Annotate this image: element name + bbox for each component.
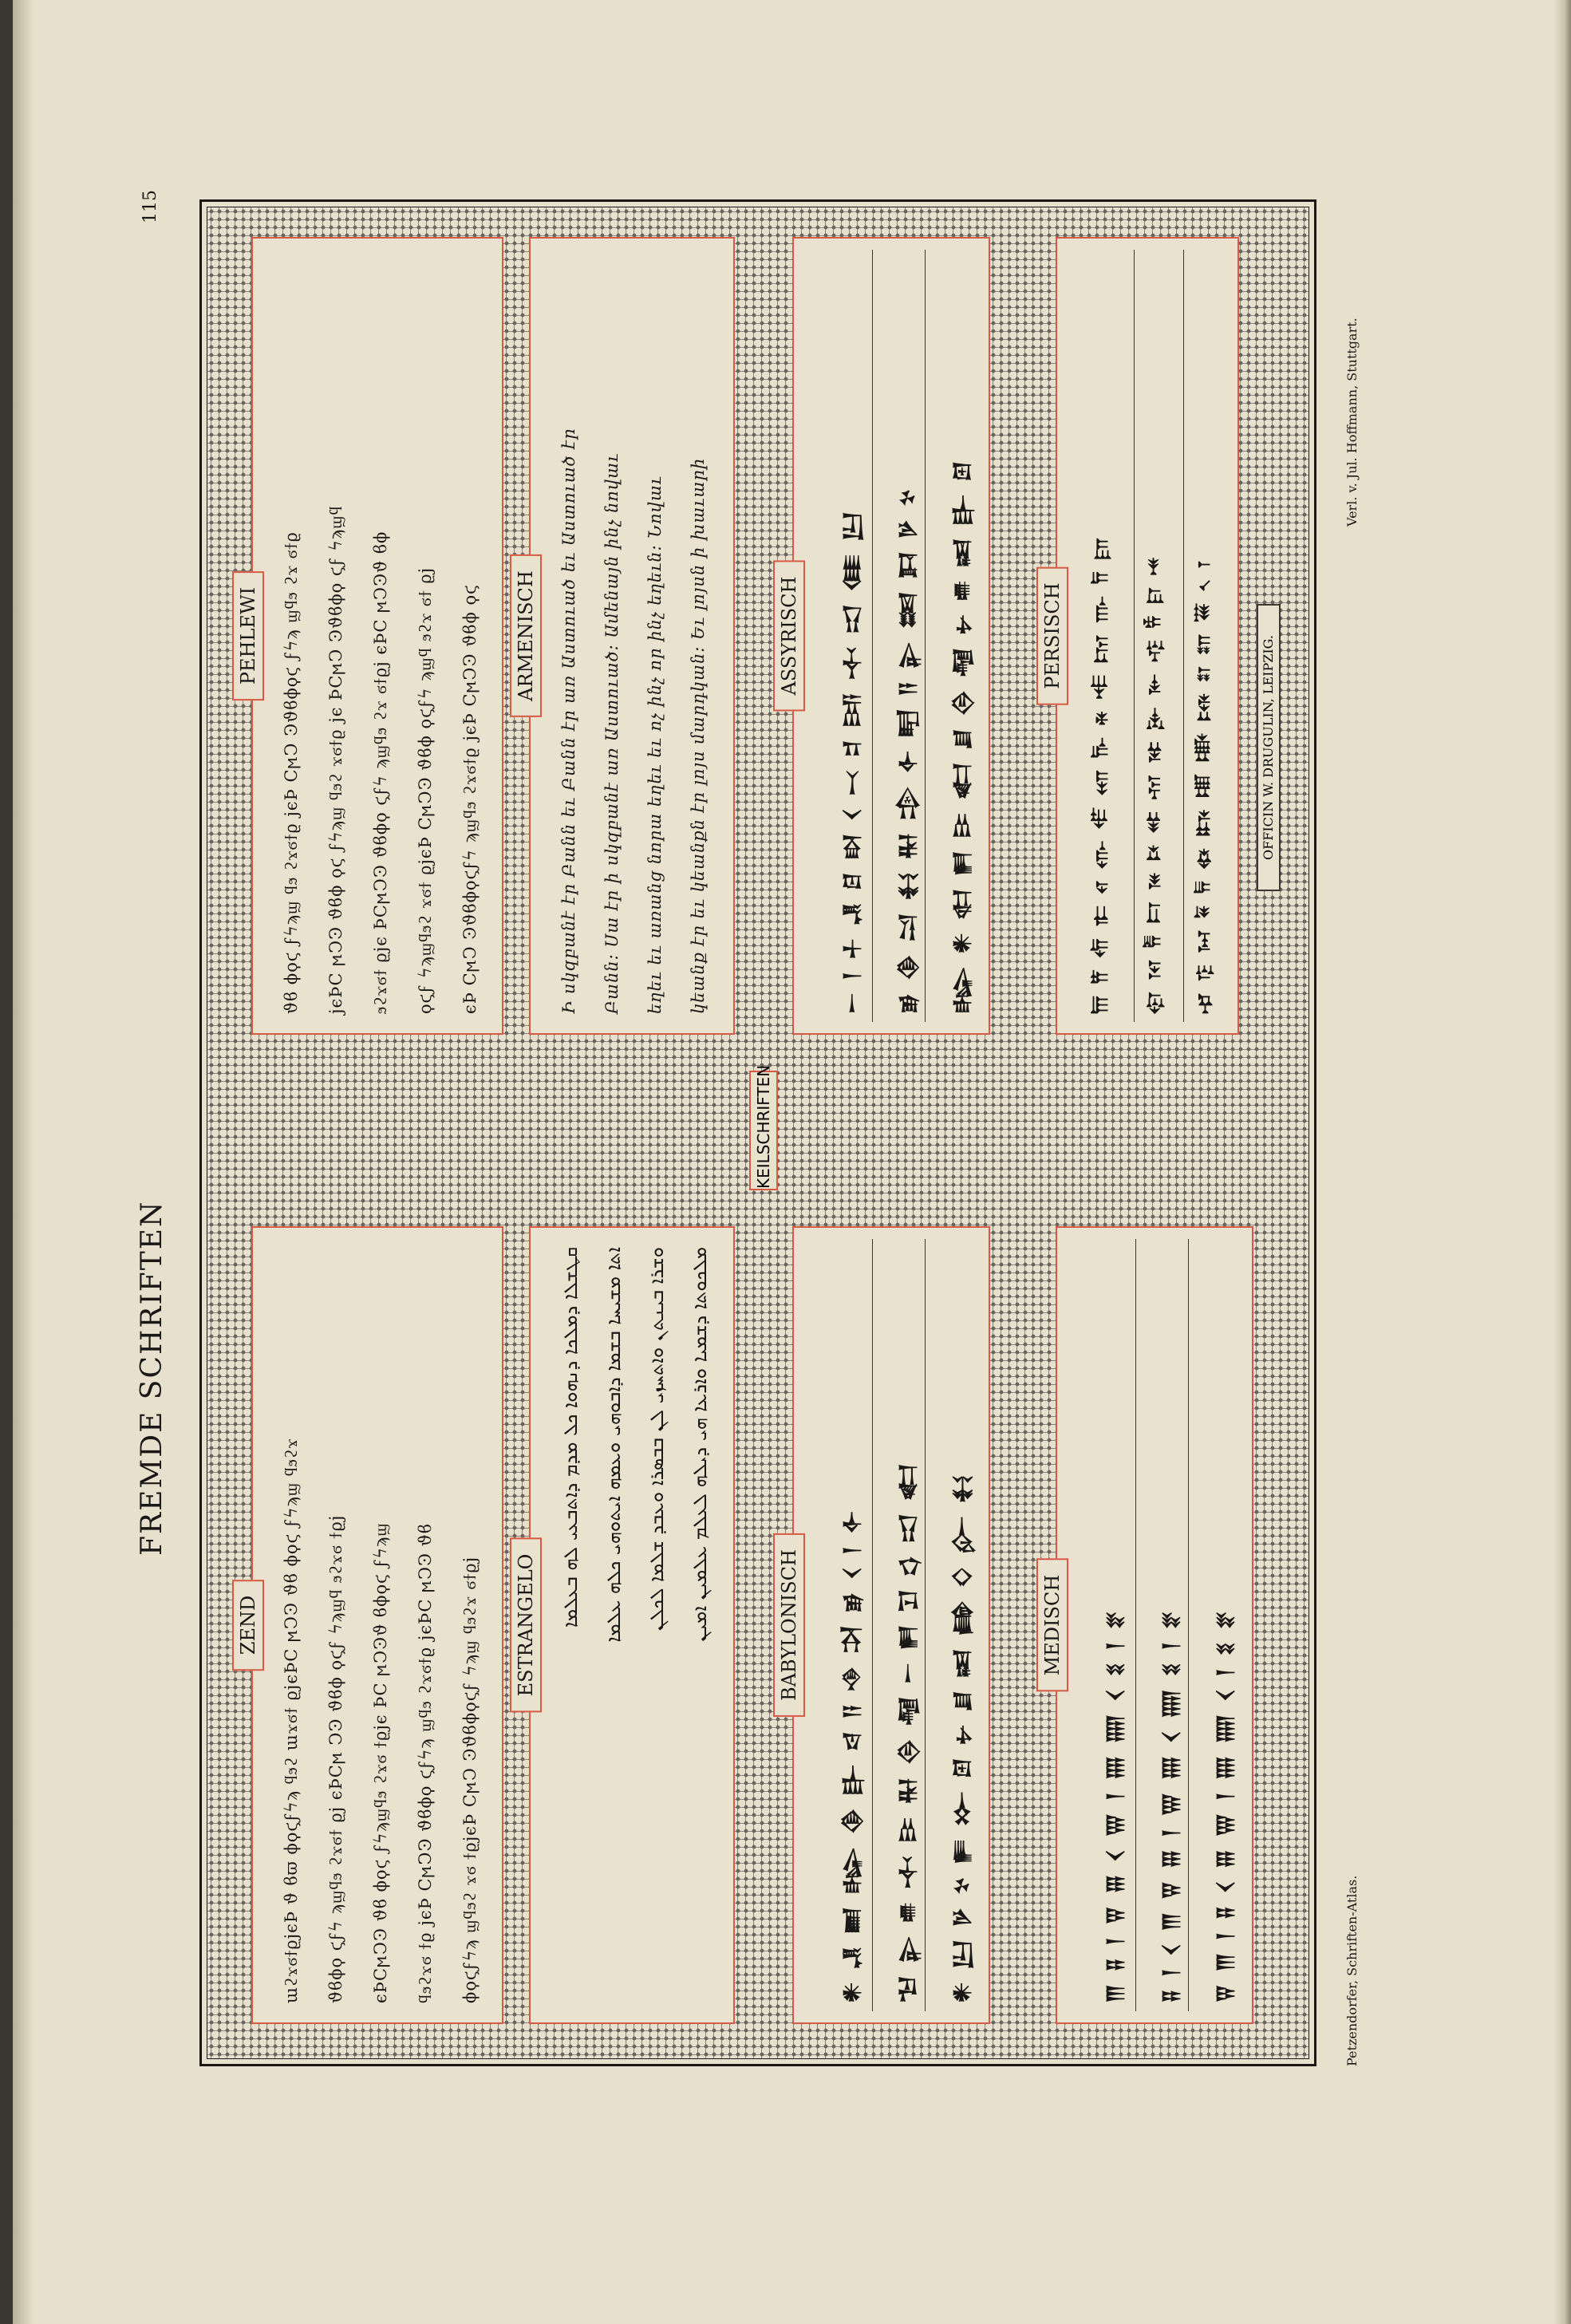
script-line: ϵϷ ϹϻϽ Ͽϑϐϕϙϛϝϟ ϡϣϥϧ ϩϫϭϯϱ ϳϵϷ ϹϻϽϿ ϑϐϕ ϙϛ: [460, 584, 480, 1014]
footer-left: Petzendorfer, Schriften-Atlas.: [1344, 1875, 1360, 2066]
script-line: ܘܫܪܐ ܒܝܢܬܢ ܘܐܬܚܙܝ ܠܢ ܒܒܣܪܐ ܘܥܒܕ ܫܠܡܐ ܠܟܠܢ: [645, 1247, 668, 1632]
script-line: 𒐊 𒐈 𒁹 𒐉 𒌋 𒐋 𒐌 𒁹 𒐍 𒐎 𒌋 𒁹 𒐏 𒐐: [1214, 1608, 1237, 2003]
script-line: 𐎯 𐎰 𐎱 𐎲 𐎳 𐎴 𐎵 𐎶 𐎷 𐎸 𐎹 𐎺 𐎻 𐎼 𐎽: [1142, 554, 1166, 1014]
script-line: 𒀭 𒌨 𒃻 𒆳 𒊓 𒁍 𒇻 𒉡 𒋗 𒀜 𒂵 𒄭 𒅎 𒈬: [950, 1472, 974, 2003]
script-line: 𒐉 𒁹 𒌋 𒐈 𒐊 𒐋 𒁹 𒐌 𒐍 𒌋 𒐎 𒐏 𒁹 𒐐: [1159, 1608, 1183, 2003]
script-line: Բանն։ Սա էր ի սկզբանէ առ Աստուած։ Ամենայն ինչ նովաւ: [602, 452, 622, 1014]
panel-estrangelo: [515, 1226, 735, 2024]
script-line: 𒂊 𒆠 𒁺 𒈬 𒊑 𒄠 𒅆 𒋃 𒀀 𒉌 𒌅 𒁕 𒃻 𒆳: [896, 486, 920, 1014]
panel-persisch: [1041, 237, 1239, 1035]
panel-armenisch: [515, 237, 735, 1035]
script-line: 𐎾 𐎿 𐏀 𐏁 𐏂 𐏃 𐏈 𐏉 𐏊 𐏋 𐏌 𐏍 𐏏 𐏐 𐏑: [1191, 558, 1215, 1014]
script-line: 𒈗 𒀭 𒊕 𒂍 𒄿 𒅗 𒋗 𒁲 𒆷 𒉡 𒌑 𒀜 𒃲 𒇻: [950, 458, 974, 1014]
footer-right: Verl. v. Jul. Hoffmann, Stuttgart.: [1344, 318, 1360, 527]
line-rule: [925, 1239, 926, 2011]
line-rule: [1134, 250, 1135, 1022]
script-line: ϥϧϩϫϭ ϯϱ ϳϵϷ ϹϻϽϿ ϑϐϕϙ ϛϝϟϡ ϣϥϧ ϩϫϭϯϱ ϳϵϷϹ ϻϽϿ ϑϐ: [416, 1522, 435, 2003]
panel-label: MEDISCH: [1036, 1559, 1068, 1692]
line-rule: [872, 250, 873, 1022]
script-line: ϕϙϛϝϟϡ ϣϥϧϩ ϫϭ ϯϱϳϵϷ ϹϻϽ Ͽϑϐϕϙϛϝ ϟϡϣ ϥϧϩϫ ϭϯϱϳ: [460, 1556, 480, 2003]
panel-label: ASSYRISCH: [773, 561, 805, 712]
panel-zend: [237, 1226, 503, 2024]
script-line: ܩܛܫܠܐ ܕܡܠܟܐ ܕܢܗܘܐ ܟܠ ܡܕܡ ܕܐܬܒܥܝ ܠܗ ܒܥܠܡܐ: [559, 1247, 582, 1628]
panel-medisch: [1041, 1226, 1253, 2024]
line-rule: [872, 1239, 873, 2011]
script-line: ܐܬܐ ܡܫܝܚܐ ܒܫܡܐ ܕܐܒܘܗܝ ܘܥܡܗ ܐܝܬܘܗܝ ܟܠܗ ܥܠܡܐ: [602, 1247, 625, 1643]
script-line: 𒀭 𒂗 𒆤 𒈗 𒆠 𒃲 𒁀 𒀀 𒈾 𒋫 𒂊 𒌋 𒁹 𒅆: [840, 1508, 864, 2003]
book-spine: [0, 0, 13, 2324]
script-line: 𒈠 𒉌 𒌑 𒋾 𒄿 𒊑 𒁲 𒆷 𒀸 𒂍 𒋛 𒌓 𒀊 𒅗: [896, 1460, 920, 2003]
script-line: կեանք էր եւ կեանքն էր լոյս մարդկան։ Եւ լոյսն ի խաւարի: [689, 457, 708, 1014]
line-rule: [1183, 250, 1184, 1022]
page-edge: [1553, 0, 1571, 2324]
script-line: 𐎠 𐎡 𐎢 𐎣 𐎤 𐎥 𐎦 𐎧 𐎨 𐎩 𐎪 𐎫 𐎬 𐎭 𐎮: [1089, 535, 1113, 1014]
page-number: 115: [140, 190, 160, 223]
ornamental-frame: [199, 199, 1316, 2066]
line-rule: [1188, 1239, 1189, 2011]
printer-imprint: OFFICIN W. DRUGULIN, LEIPZIG.: [1257, 604, 1281, 891]
script-line: ϵϷϹϻϽϿ ϑϐ ϕϙϛ ϝϟϡϣϥϧ ϩϫϭ ϯϱϳϵ ϷϹ ϻϽϿϑ ϐϕϙϛ ϝϟϡϣ: [371, 1522, 390, 2003]
script-line: ϙϛϝ ϟϡϣϥϧϩ ϫϭϯ ϱϳϵϷ ϹϻϽϿ ϑϐϕ ϙϛϝϟ ϡϣϥ ϧϩϫ ϭϯ ϱϳ: [416, 566, 435, 1014]
script-line: ܡܠܟܘܬܐ ܕܫܡܝܐ ܘܐܪܥܐ ܗܝ ܕܝܠܗ ܠܥܠܡ ܥܠܡܝܢ ܐܡܝܢ: [689, 1247, 711, 1642]
panel-pehlewi: [237, 237, 503, 1035]
page-title: FREMDE SCHRIFTEN: [136, 1200, 168, 1556]
script-line: ϳϵϷϹ ϻϽϿ ϑϐϕ ϙϛ ϝϟϡϣ ϥϧϩ ϫϭϯϱ ϳϵ ϷϹϻϽ Ͽϑϐϕϙ ϛϝ ϟϡϣϥ: [326, 505, 345, 1014]
panel-label: ARMENISCH: [510, 554, 542, 717]
script-line: ϧϩϫϭϯ ϱϳϵ ϷϹϻϽϿ ϑϐϕϙ ϛϝϟ ϡϣϥϧ ϩϫ ϭϯϱϳ ϵϷϹ ϻϽϿϑ ϐϕ: [371, 531, 390, 1014]
panel-babylonisch: [778, 1226, 990, 2024]
script-line: եղեւ եւ առանց նորա եղեւ եւ ոչ ինչ որ ինչ եղեւն։ Նովաւ: [645, 475, 665, 1014]
panel-label: BABYLONISCH: [773, 1533, 805, 1717]
script-line: Ի սկզբանէ էր Բանն եւ Բանն էր առ Աստուած եւ Աստուած էր: [559, 428, 578, 1014]
line-rule: [1135, 1239, 1136, 2011]
page-gutter: [13, 0, 34, 2324]
rotated-plate: [128, 190, 1360, 2066]
script-line: 𒀸 𒁹 𒈦 𒂗 𒆪 𒊭 𒌋 𒁁 𒄑 𒅀 𒋾 𒀊 𒈪 𒌨: [840, 508, 864, 1014]
script-line: ϑϐϕϙ ϛϝϟ ϡϣϥϧ ϩϫϭϯ ϱϳ ϵϷϹϻ ϽϿ ϑϐϕ ϙϛϝ ϟϡϣϥ ϧϩϫϭ ϯϱϳ: [326, 1514, 345, 2003]
panel-label: ESTRANGELO: [510, 1538, 542, 1713]
panel-label: PEHLEWI: [232, 571, 264, 700]
keilschriften-label: KEILSCHRIFTEN: [749, 1071, 778, 1190]
line-rule: [925, 250, 926, 1022]
script-line: ɯϩϫϭϯϱϳϵϷ ϑ ϐϖ ϕϙϛϝϟϡ ϥϧϩ ɯϫϭϯ ϱϳϵϷϹ ϻϽϿ ϑϐ ϕϙϛ ϝϟϡϣ ϥϧϩϫ: [282, 1438, 301, 2003]
script-line: ϑϐ ϕϙϛ ϝϟϡϣ ϥϧ ϩϫϭϯϱ ϳϵϷ ϹϻϽ Ͽϑϐϕϙϛ ϝϟϡ ϣϥϧ ϩϫ ϭϯϱ: [282, 531, 301, 1014]
script-line: 𒐈 𒐉 𒁹 𒐊 𒐋 𒌋 𒐌 𒁹 𒐍 𒐎 𒌋 𒐏 𒁹 𒐐: [1103, 1608, 1127, 2003]
panel-assyrisch: [778, 237, 990, 1035]
panel-label: PERSISCH: [1036, 566, 1068, 704]
panel-label: ZEND: [232, 1580, 264, 1671]
